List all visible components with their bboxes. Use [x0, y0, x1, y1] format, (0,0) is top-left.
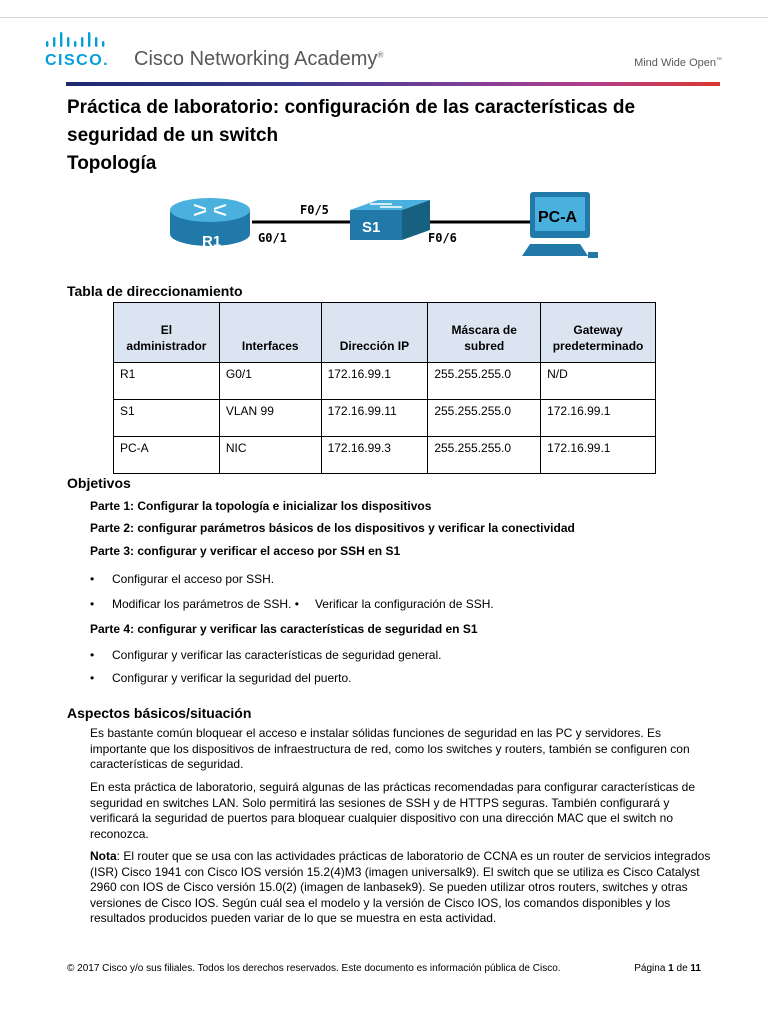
table-cell: 172.16.99.11 — [321, 400, 428, 437]
table-cell: 255.255.255.0 — [428, 363, 541, 400]
switch-label: S1 — [362, 219, 381, 236]
situation-heading: Aspectos básicos/situación — [67, 705, 252, 721]
table-cell: 172.16.99.1 — [541, 437, 656, 474]
table-cell: NIC — [219, 437, 321, 474]
list-item: • Configurar y verificar la seguridad del puerto. — [90, 671, 352, 685]
router-label: R1 — [202, 233, 222, 250]
pc-label: PC-A — [538, 209, 578, 226]
objective-part-4: Parte 4: configurar y verificar las características de seguridad en S1 — [90, 622, 478, 636]
table-cell: VLAN 99 — [219, 400, 321, 437]
topology-diagram — [160, 188, 610, 268]
objective-part-1: Parte 1: Configurar la topología e inicializar los dispositivos — [90, 499, 432, 513]
top-rule — [0, 17, 768, 18]
list-item: • Configurar el acceso por SSH. — [90, 572, 275, 586]
page-number: Página 1 de 11 — [634, 963, 701, 974]
col-header-ip: Dirección IP — [321, 303, 428, 363]
address-table — [113, 302, 656, 474]
table-cell: 255.255.255.0 — [428, 437, 541, 474]
list-item: • Configurar y verificar las características de seguridad general. — [90, 648, 442, 662]
table-cell: N/D — [541, 363, 656, 400]
table-row — [114, 437, 656, 474]
topology-heading: Topología — [67, 153, 157, 174]
address-table-heading: Tabla de direccionamiento — [67, 283, 243, 299]
academy-name: Cisco Networking Academy® — [134, 48, 384, 70]
table-row — [114, 363, 656, 400]
objective-part-3: Parte 3: configurar y verificar el acceso por SSH en S1 — [90, 544, 401, 558]
table-cell: 172.16.99.1 — [541, 400, 656, 437]
situation-paragraph-2: En esta práctica de laboratorio, seguirá algunas de las prácticas recomendadas para configurar características de seguridad en switches LAN. Solo permitirá las sesiones de SSH y de HTTPS seguras. También configurará y verificará la seguridad de puertos para bloquear cualquier dispositivo con una dirección MAC que el switch no reconozca. — [90, 780, 695, 841]
col-header-mask: Máscara de subred — [428, 303, 541, 363]
objectives-heading: Objetivos — [67, 475, 131, 491]
table-header-row — [114, 303, 656, 363]
tagline: Mind Wide Open™ — [634, 57, 722, 69]
situation-paragraph-1: Es bastante común bloquear el acceso e instalar sólidas funciones de seguridad en las PC y servidores. Es importante que los dispositivos de infraestructura de red, como los switches y routers, también se configuren con características de seguridad. — [90, 726, 690, 771]
col-header-gateway: Gateway predeterminado — [541, 303, 656, 363]
table-cell: G0/1 — [219, 363, 321, 400]
table-cell: 172.16.99.1 — [321, 363, 428, 400]
table-row — [114, 400, 656, 437]
iface-f05-label: F0/5 — [300, 203, 329, 217]
situation-note: Nota: El router que se usa con las actividades prácticas de laboratorio de CCNA es un router de servicios integrados (ISR) Cisco 1941 con Cisco IOS versión 15.2(4)M3 (imagen universalk9). El switch que se utiliza es Cisco Catalyst 2960 con IOS de Cisco versión 15.0(2) (imagen de lanbasek9). Se pueden utilizar otros routers, switches y otras versiones de Cisco IOS. Según cuál sea el modelo y la versión de Cisco IOS, los comandos disponibles y los resultados producidos pueden variar de lo que se muestra en esta actividad. — [90, 849, 711, 925]
table-cell: PC-A — [114, 437, 220, 474]
table-cell: S1 — [114, 400, 220, 437]
table-cell: 172.16.99.3 — [321, 437, 428, 474]
page-title: Práctica de laboratorio: configuración de las características de seguridad de un switch — [67, 97, 636, 146]
copyright-text: © 2017 Cisco y/o sus filiales. Todos los derechos reservados. Este documento es información pública de Cisco. — [67, 963, 561, 974]
table-cell: 255.255.255.0 — [428, 400, 541, 437]
iface-g01-label: G0/1 — [258, 231, 287, 245]
header-color-band — [66, 82, 720, 86]
cisco-bars-logo — [46, 32, 116, 50]
iface-f06-label: F0/6 — [428, 231, 457, 245]
list-item: • Modificar los parámetros de SSH. • Verificar la configuración de SSH. — [90, 597, 494, 611]
cisco-wordmark: CISCO. — [45, 52, 110, 69]
col-header-device: El administrador — [114, 303, 220, 363]
page-header — [0, 28, 768, 84]
table-cell: R1 — [114, 363, 220, 400]
objective-part-2: Parte 2: configurar parámetros básicos de los dispositivos y verificar la conectividad — [90, 521, 575, 535]
col-header-interfaces: Interfaces — [219, 303, 321, 363]
